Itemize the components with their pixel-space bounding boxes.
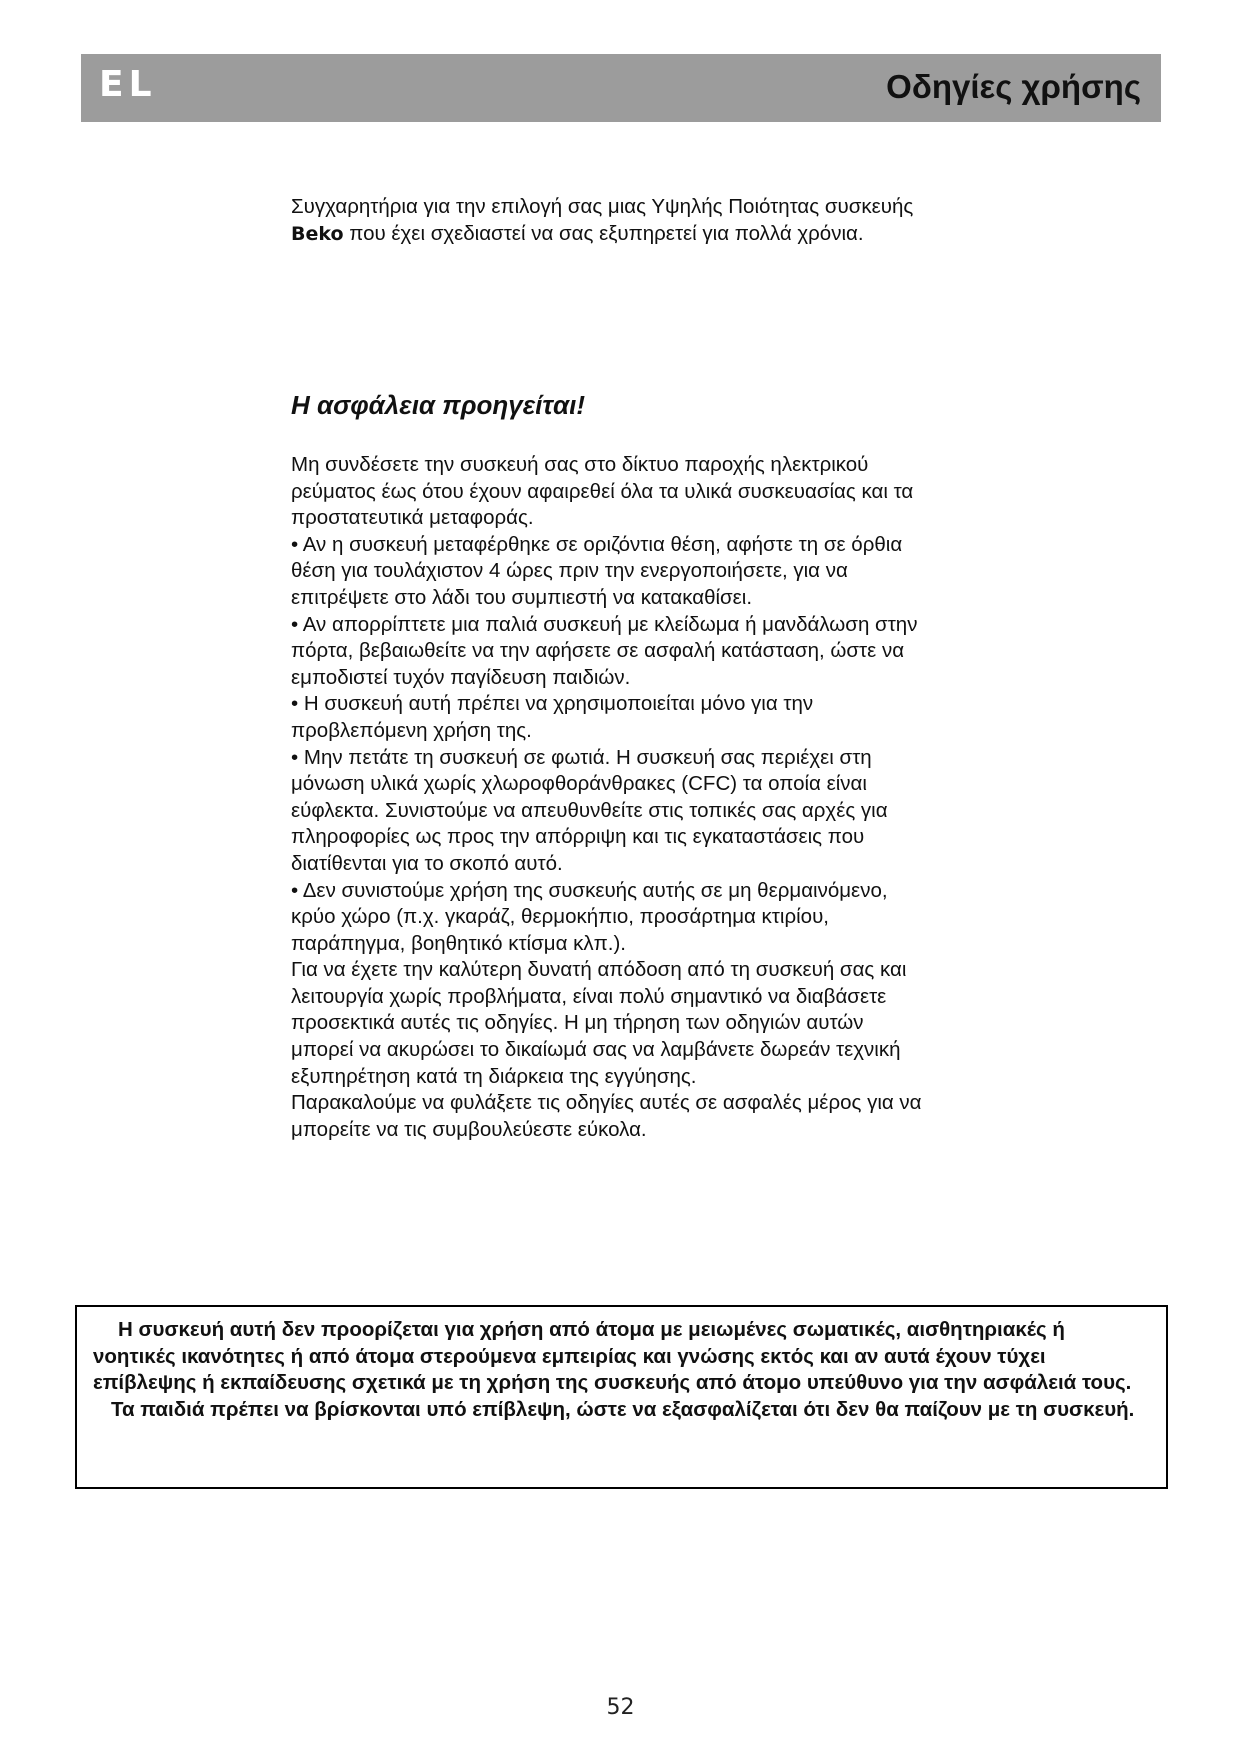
safety-paragraph: Για να έχετε την καλύτερη δυνατή απόδοση από τη συσκευή σας και λειτουργία χωρίς προβλήματα, είναι πολύ σημαντικό να διαβάσετε προσεκτικά αυτές τις οδηγίες. Η μη τήρηση των οδηγιών αυτών μπορεί να ακυρώσει το δικαίωμά σας να λαμβάνετε δωρεάν τεχνική εξυπηρέτηση κατά τη διάρκεια της εγγύησης. (291, 958, 907, 1088)
warning-notice-box (75, 1305, 1168, 1489)
safety-paragraph: Παρακαλούμε να φυλάξετε τις οδηγίες αυτές σε ασφαλές μέρος για να μπορείτε να τις συμβουλεύεστε εύκολα. (291, 1091, 922, 1141)
safety-bullet: • Αν απορρίπτετε μια παλιά συσκευή με κλείδωμα ή μανδάλωση στην πόρτα, βεβαιωθείτε να την αφήσετε σε ασφαλή κατάσταση, ώστε να εμποδιστεί τυχόν παγίδευση παιδιών. (291, 612, 918, 689)
page-number: 52 (606, 1695, 635, 1720)
safety-bullet: • Η συσκευή αυτή πρέπει να χρησιμοποιείται μόνο για την προβλεπόμενη χρήση της. (291, 692, 814, 742)
intro-text-start: Συγχαρητήρια για την επιλογή σας μιας Υψηλής Ποιότητας συσκευής (291, 195, 914, 218)
safety-instructions (291, 452, 931, 1143)
safety-paragraph: Μη συνδέσετε την συσκευή σας στο δίκτυο παροχής ηλεκτρικού ρεύματος έως ότου έχουν αφαιρεθεί όλα τα υλικά συσκευασίας και τα προστατευτικά μεταφοράς. (291, 453, 914, 530)
notice-paragraph-ability: Η συσκευή αυτή δεν προορίζεται για χρήση από άτομα με μειωμένες σωματικές, αισθητηριακές ή νοητικές ικανότητες ή από άτομα στερούμενα εμπειρίας και γνώσης εκτός και αν αυτά έχουν τύχει επίβλεψης ή εκπαίδευσης σχετικά με τη χρήση της συσκευής από άτομο υπεύθυνο για την ασφάλειά τους. (93, 1318, 1132, 1395)
header-bar (81, 54, 1161, 122)
safety-bullet: • Μην πετάτε τη συσκευή σε φωτιά. Η συσκευή σας περιέχει στη μόνωση υλικά χωρίς χλωροφθοράνθρακες (CFC) τα οποία είναι εύφλεκτα. Συνιστούμε να απευθυνθείτε στις τοπικές σας αρχές για πληροφορίες ως προς την απόρριψη και τις εγκαταστάσεις που διατίθενται για το σκοπό αυτό. (291, 745, 888, 875)
page-title: Οδηγίες χρήσης (886, 68, 1141, 105)
language-code: EL (99, 64, 157, 105)
intro-text-end: που έχει σχεδιαστεί να σας εξυπηρετεί για πολλά χρόνια. (343, 221, 864, 245)
brand-name: Beko (291, 222, 344, 245)
notice-paragraph-children: Τα παιδιά πρέπει να βρίσκονται υπό επίβλεψη, ώστε να εξασφαλίζεται ότι δεν θα παίζουν με τη συσκευή. (111, 1398, 1135, 1422)
intro-paragraph (291, 194, 951, 247)
safety-heading: Η ασφάλεια προηγείται! (291, 390, 586, 420)
safety-bullet: • Αν η συσκευή μεταφέρθηκε σε οριζόντια θέση, αφήστε τη σε όρθια θέση για τουλάχιστον 4 ώρες πριν την ενεργοποιήσετε, για να επιτρέψετε στο λάδι του συμπιεστή να κατακαθίσει. (291, 532, 903, 609)
safety-bullet: • Δεν συνιστούμε χρήση της συσκευής αυτής σε μη θερμαινόμενο, κρύο χώρο (π.χ. γκαράζ, θερμοκήπιο, προσάρτημα κτιρίου, παράπηγμα, βοηθητικό κτίσμα κλπ.). (291, 878, 888, 955)
